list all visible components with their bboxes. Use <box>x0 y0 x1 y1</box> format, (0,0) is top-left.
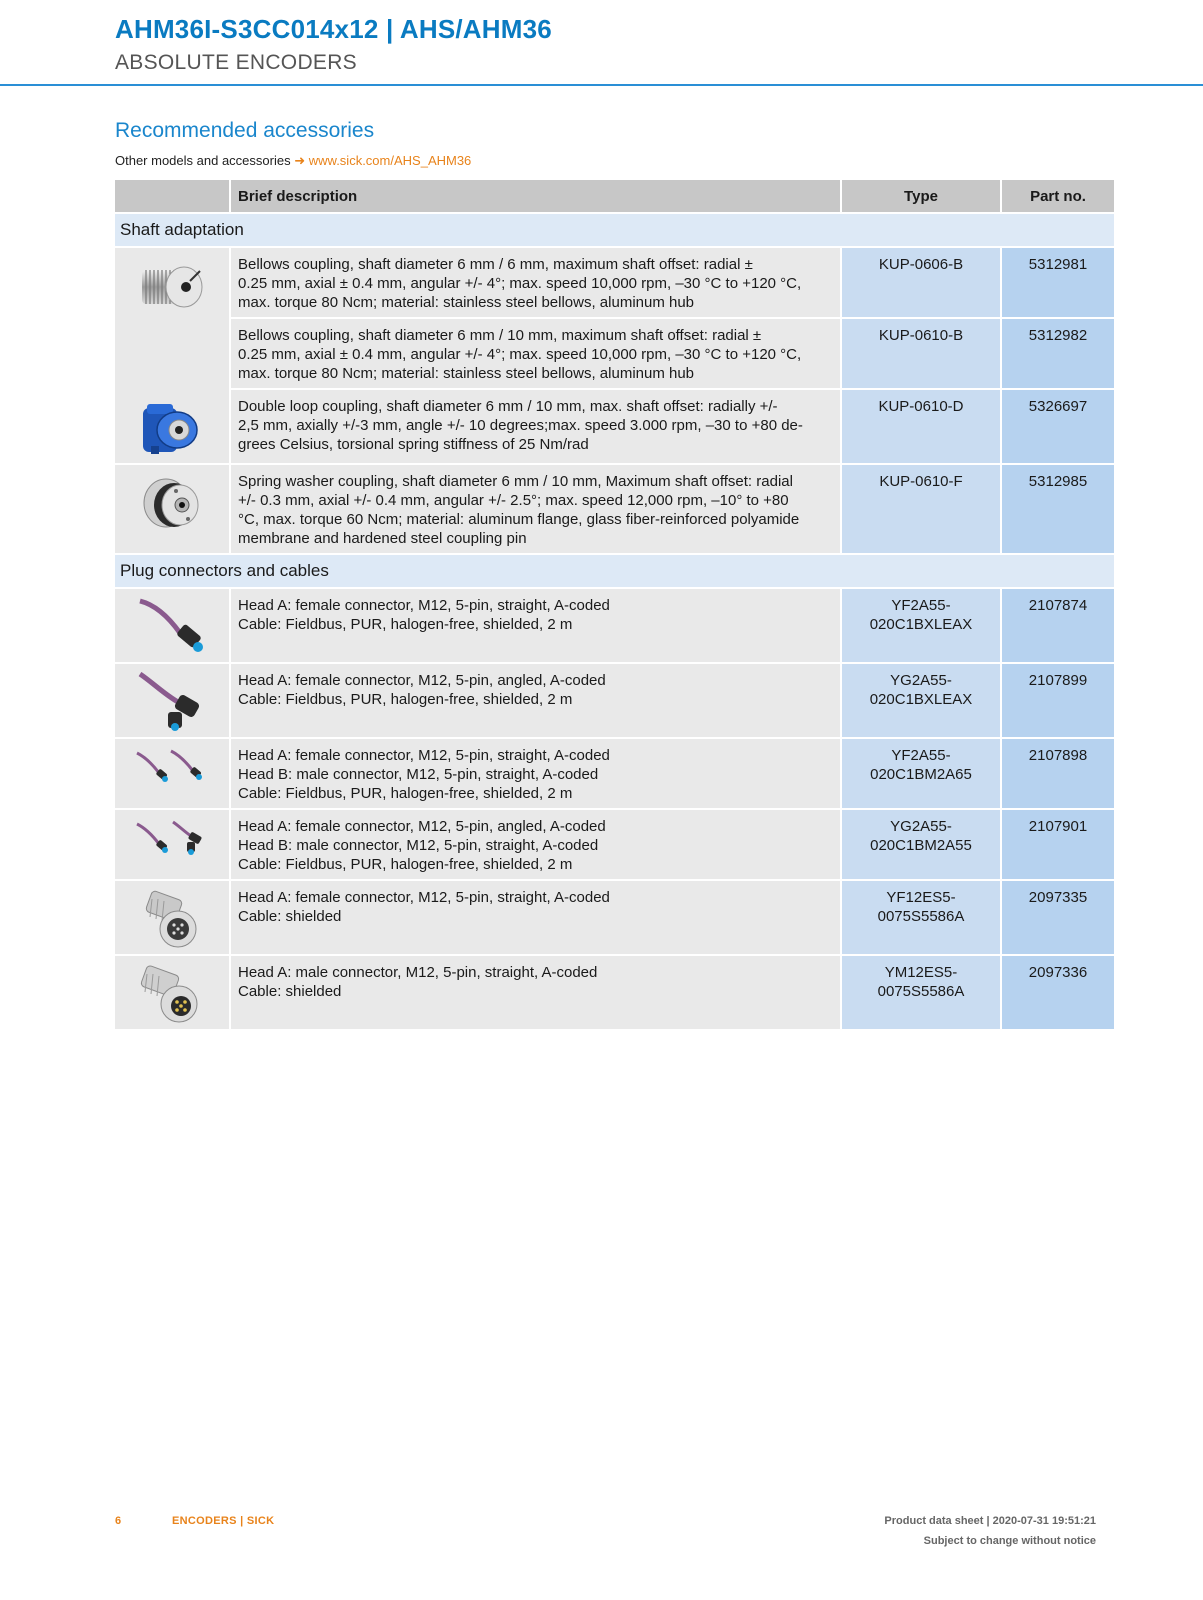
header-type: Type <box>842 180 1002 214</box>
row-part-no: 2107901 <box>1002 810 1116 881</box>
female-connector-icon <box>140 889 204 951</box>
footer-brand: ENCODERS | SICK <box>172 1515 275 1527</box>
table-row <box>115 465 1116 555</box>
table-row <box>115 810 1116 881</box>
section-title: Recommended accessories <box>115 119 375 142</box>
row-type: YF12ES5- 0075S5586A <box>842 881 1002 956</box>
row-description: Spring washer coupling, shaft diameter 6 mm / 10 mm, Maximum shaft offset: radial +/- 0.3 mm, axial +/- 0.4 mm, angular +/- 2.5°; max. speed 12,000 rpm, –10° to +80 °C, max. torque 60 Ncm; material: aluminum flange, glass fiber-reinforced polyamide membrane and hardened steel coupling pin <box>231 465 842 555</box>
other-models-line <box>115 153 471 169</box>
row-type: YM12ES5- 0075S5586A <box>842 956 1002 1031</box>
row-description: Head A: female connector, M12, 5-pin, angled, A-coded Head B: male connector, M12, 5-pin, straight, A-coded Cable: Fieldbus, PUR, halogen-free, shielded, 2 m <box>231 810 842 881</box>
row-type: YF2A55- 020C1BXLEAX <box>842 589 1002 664</box>
row-type: KUP-0606-B <box>842 248 1002 319</box>
page-subtitle: ABSOLUTE ENCODERS <box>115 51 357 74</box>
double-loop-coupling-icon <box>137 398 207 458</box>
row-part-no: 2107898 <box>1002 739 1116 810</box>
other-models-label: Other models and accessories <box>115 153 291 168</box>
product-image-cell <box>115 664 231 739</box>
table-row <box>115 390 1116 465</box>
spring-washer-coupling-icon <box>136 473 208 535</box>
accessories-link[interactable]: www.sick.com/AHS_AHM36 <box>308 153 472 168</box>
arrow-right-icon: ➜ <box>294 153 306 168</box>
male-connector-icon <box>137 964 207 1026</box>
table-row <box>115 248 1116 319</box>
row-type: KUP-0610-F <box>842 465 1002 555</box>
table-row <box>115 956 1116 1031</box>
product-image-cell <box>115 390 231 465</box>
group-label: Plug connectors and cables <box>115 555 1116 589</box>
header-part-no: Part no. <box>1002 180 1116 214</box>
product-image-cell <box>115 739 231 810</box>
angled-cable-icon <box>136 672 208 732</box>
row-part-no: 5312981 <box>1002 248 1116 319</box>
double-angled-cable-icon <box>135 818 209 862</box>
row-description: Double loop coupling, shaft diameter 6 mm / 10 mm, max. shaft offset: radially +/- 2,5 mm, axially +/-3 mm, angle +/- 10 degrees;max. speed 3.000 rpm, –30 to +80 de- grees Celsius, torsional spring stiffness of 25 Nm/rad <box>231 390 842 465</box>
product-image-cell <box>115 465 231 555</box>
row-part-no: 5326697 <box>1002 390 1116 465</box>
table-row <box>115 881 1116 956</box>
row-description: Head A: female connector, M12, 5-pin, straight, A-coded Head B: male connector, M12, 5-pin, straight, A-coded Cable: Fieldbus, PUR, halogen-free, shielded, 2 m <box>231 739 842 810</box>
row-part-no: 2097336 <box>1002 956 1116 1031</box>
group-label: Shaft adaptation <box>115 214 1116 248</box>
product-image-cell <box>115 589 231 664</box>
table-row <box>115 739 1116 810</box>
accessories-table <box>115 180 1116 1031</box>
product-image-cell <box>115 248 231 390</box>
row-part-no: 2097335 <box>1002 881 1116 956</box>
row-part-no: 5312985 <box>1002 465 1116 555</box>
double-straight-cable-icon <box>135 747 209 791</box>
row-part-no: 2107899 <box>1002 664 1116 739</box>
row-description: Head A: female connector, M12, 5-pin, straight, A-coded Cable: shielded <box>231 881 842 956</box>
page-title: AHM36I-S3CC014x12 | AHS/AHM36 <box>115 14 552 44</box>
row-type: YG2A55- 020C1BXLEAX <box>842 664 1002 739</box>
bellows-coupling-icon <box>134 256 210 318</box>
row-part-no: 5312982 <box>1002 319 1116 390</box>
table-row <box>115 589 1116 664</box>
row-type: KUP-0610-B <box>842 319 1002 390</box>
row-part-no: 2107874 <box>1002 589 1116 664</box>
table-row <box>115 319 1116 390</box>
row-description: Bellows coupling, shaft diameter 6 mm / 10 mm, maximum shaft offset: radial ± 0.25 mm, axial ± 0.4 mm, angular +/- 4°; max. speed 10,000 rpm, –30 °C to +120 °C, max. torque 80 Ncm; material: stainless steel bellows, aluminum hub <box>231 319 842 390</box>
row-description: Head A: male connector, M12, 5-pin, straight, A-coded Cable: shielded <box>231 956 842 1031</box>
group-row-shaft-adaptation <box>115 214 1116 248</box>
header-divider <box>0 84 1203 86</box>
header-image-cell <box>115 180 231 214</box>
row-description: Head A: female connector, M12, 5-pin, straight, A-coded Cable: Fieldbus, PUR, halogen-free, shielded, 2 m <box>231 589 842 664</box>
row-description: Bellows coupling, shaft diameter 6 mm / 6 mm, maximum shaft offset: radial ± 0.25 mm, axial ± 0.4 mm, angular +/- 4°; max. speed 10,000 rpm, –30 °C to +120 °C, max. torque 80 Ncm; material: stainless steel bellows, aluminum hub <box>231 248 842 319</box>
product-image-cell <box>115 881 231 956</box>
row-type: YF2A55- 020C1BM2A65 <box>842 739 1002 810</box>
product-image-cell <box>115 810 231 881</box>
footer-notice: Subject to change without notice <box>923 1535 1096 1547</box>
table-row <box>115 664 1116 739</box>
footer-doc-info: Product data sheet | 2020-07-31 19:51:21 <box>884 1515 1096 1527</box>
row-type: YG2A55- 020C1BM2A55 <box>842 810 1002 881</box>
straight-cable-icon <box>136 597 208 657</box>
group-row-plug-connectors <box>115 555 1116 589</box>
product-image-cell <box>115 956 231 1031</box>
table-header-row <box>115 180 1116 214</box>
page-number: 6 <box>115 1515 122 1527</box>
row-description: Head A: female connector, M12, 5-pin, angled, A-coded Cable: Fieldbus, PUR, halogen-free, shielded, 2 m <box>231 664 842 739</box>
header-description: Brief description <box>231 180 842 214</box>
row-type: KUP-0610-D <box>842 390 1002 465</box>
